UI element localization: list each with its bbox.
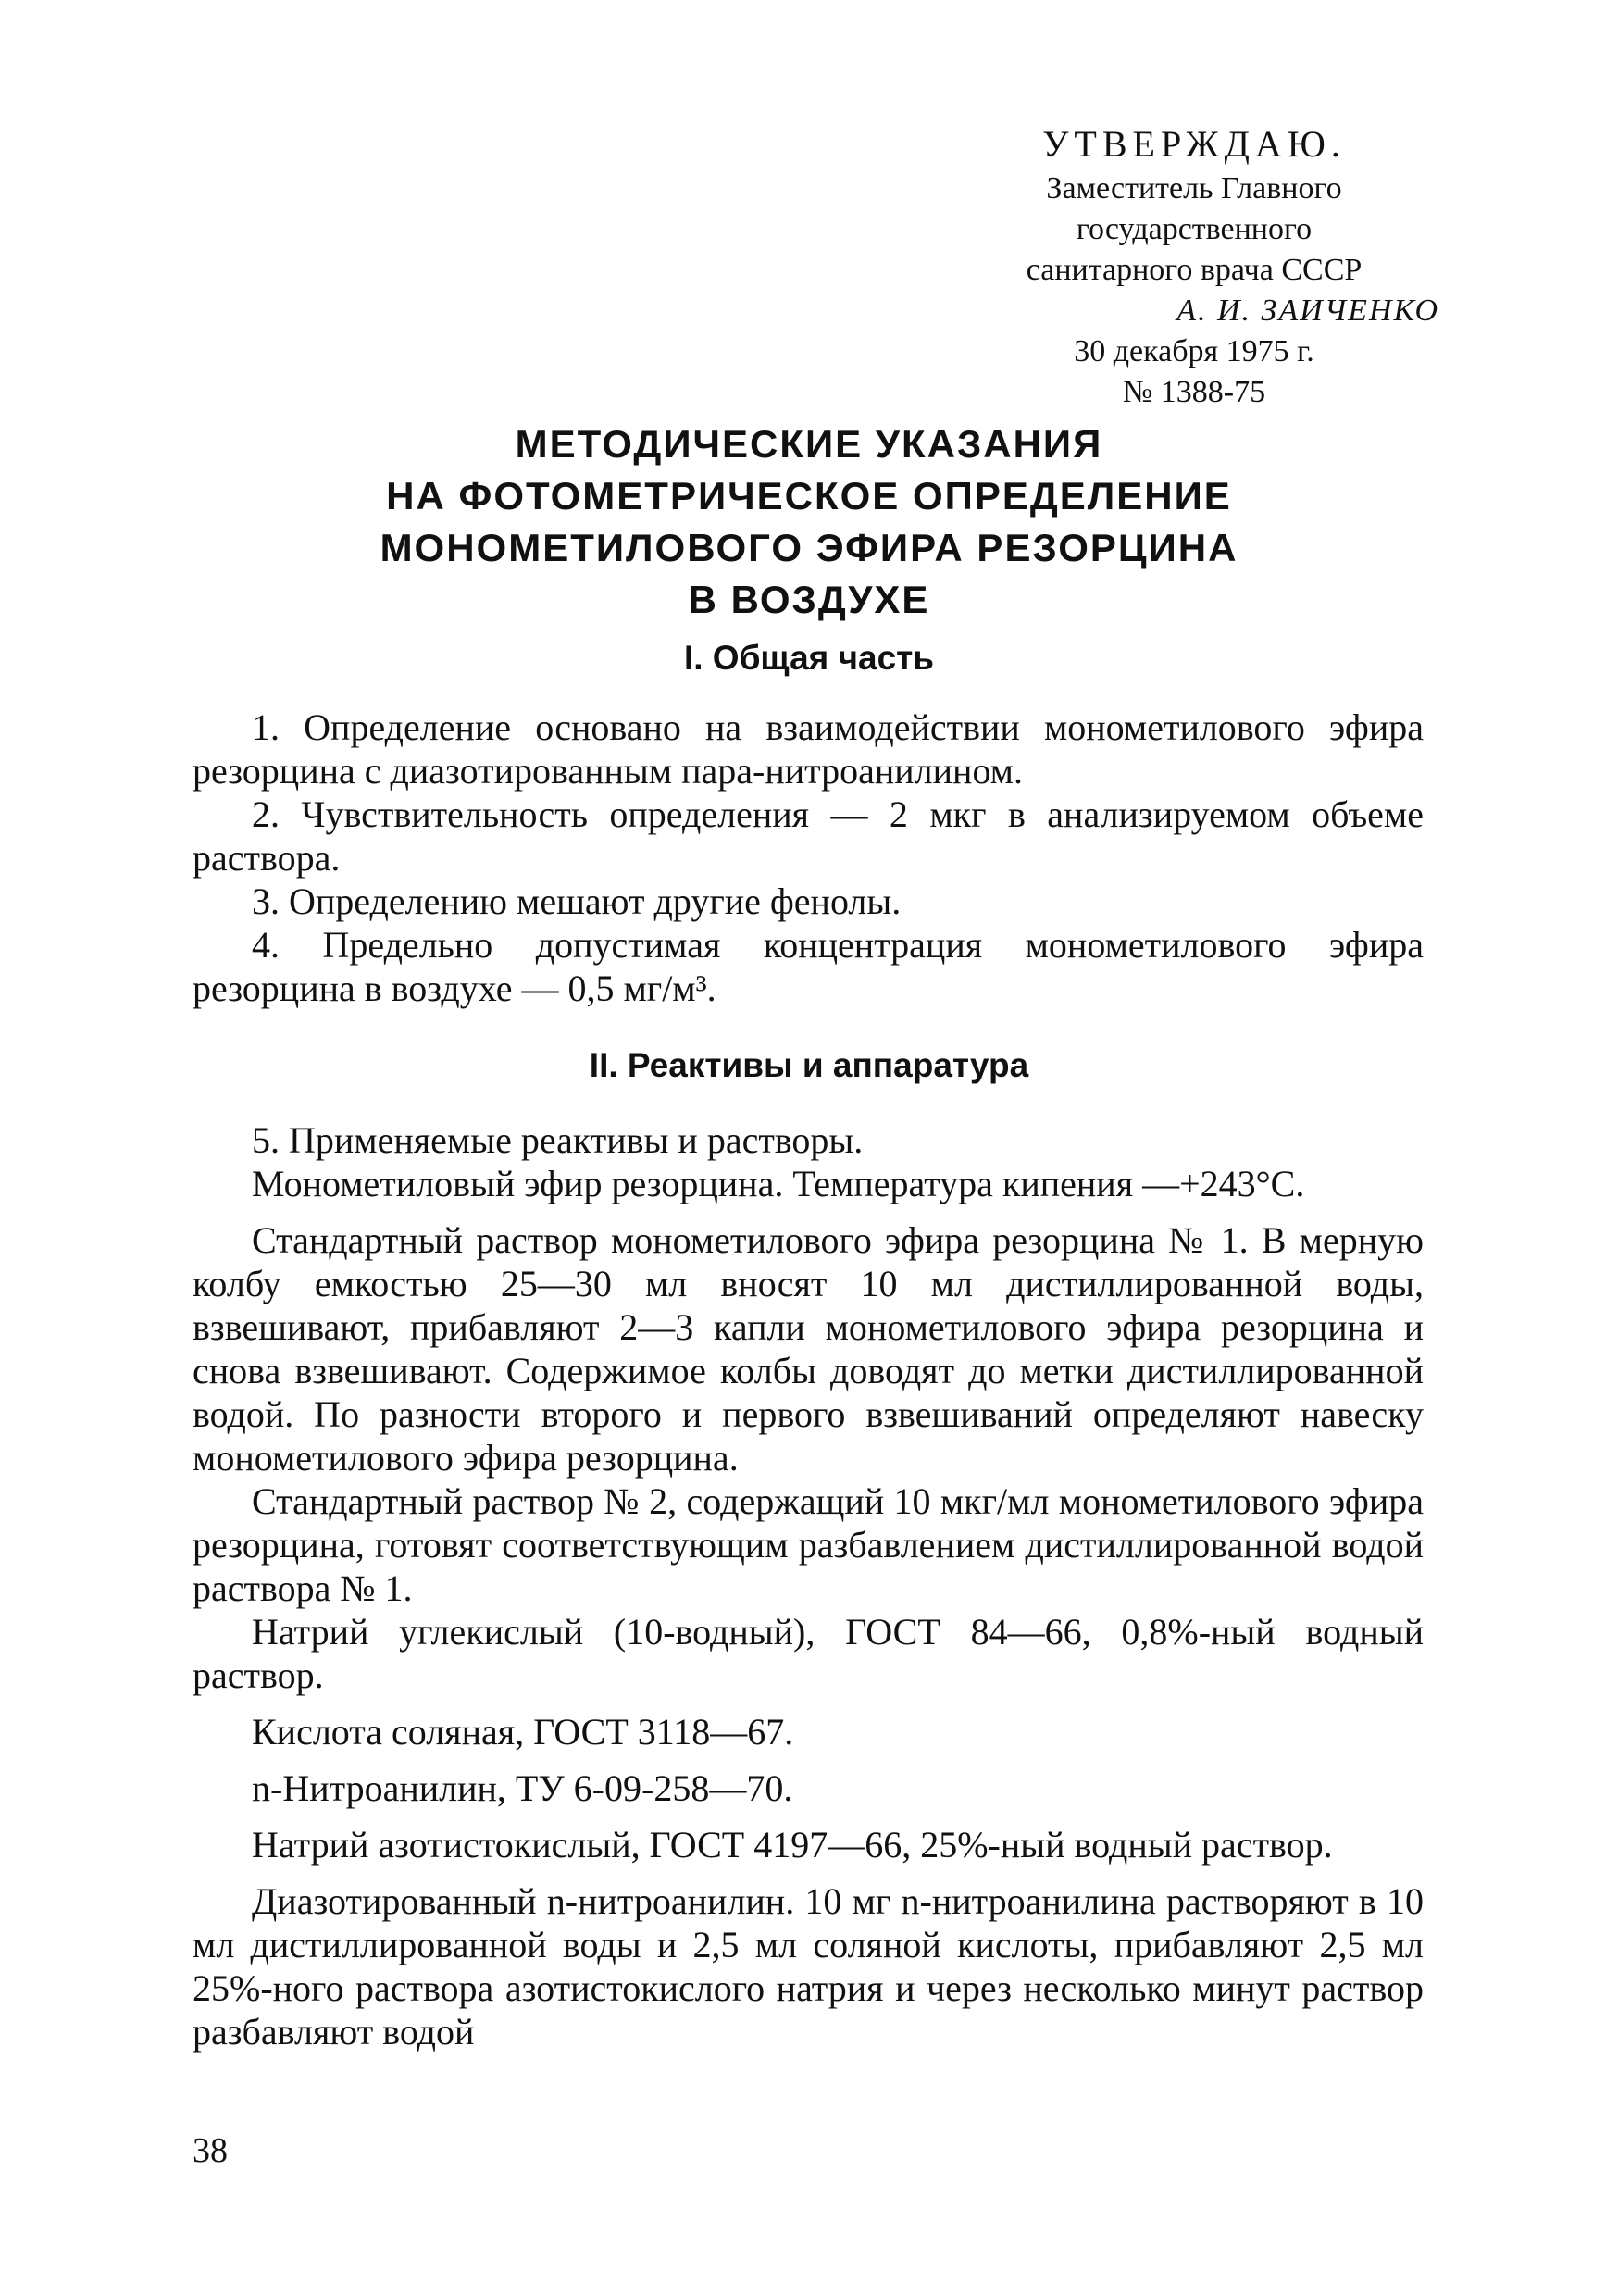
approval-line: санитарного врача СССР	[1026, 253, 1363, 287]
paragraph: Натрий азотистокислый, ГОСТ 4197—66, 25%-ный водный раствор.	[252, 1824, 1333, 1866]
section-1-body	[193, 705, 1424, 1010]
approval-number: № 1388-75	[1122, 375, 1266, 409]
paragraph: Монометиловый эфир резорцина. Температура кипения —+243°С.	[252, 1163, 1305, 1204]
paragraph: Кислота соляная, ГОСТ 3118—67.	[252, 1711, 794, 1753]
paragraph: Натрий углекислый (10-водный), ГОСТ 84—66, 0,8%-ный водный раствор.	[193, 1611, 1424, 1696]
approval-signer: А. И. ЗАИЧЕНКО	[1176, 293, 1439, 328]
approval-date: 30 декабря 1975 г.	[1074, 334, 1314, 368]
approval-heading: УТВЕРЖДАЮ.	[1042, 123, 1346, 165]
paragraph: 1. Определение основано на взаимодействии монометилового эфира резорцина с диазотированным пара-нитроанилином.	[193, 706, 1424, 792]
document-title	[0, 418, 1618, 626]
paragraph: Стандартный раствор монометилового эфира резорцина № 1. В мерную колбу емкостью 25—30 мл вносят 10 мл дистиллированной воды, взвешивают, прибавляют 2—3 капли монометилового эфира резорцина и снова взвешивают. Содержимое колбы доводят до метки дистиллированной водой. По разности второго и первого взвешиваний определяют навеску монометилового эфира резорцина.	[193, 1219, 1424, 1479]
title-line: НА ФОТОМЕТРИЧЕСКОЕ ОПРЕДЕЛЕНИЕ	[386, 474, 1232, 518]
title-line: МЕТОДИЧЕСКИЕ УКАЗАНИЯ	[515, 422, 1103, 466]
page-number: 38	[193, 2131, 228, 2170]
section-2-heading: II. Реактивы и аппаратура	[589, 1046, 1029, 1084]
paragraph: 4. Предельно допустимая концентрация монометилового эфира резорцина в воздухе — 0,5 мг/м³.	[193, 924, 1424, 1009]
approval-block	[926, 120, 1462, 413]
paragraph: Стандартный раствор № 2, содержащий 10 мкг/мл монометилового эфира резорцина, готовят соответствующим разбавлением дистиллированной водой раствора № 1.	[193, 1480, 1424, 1609]
paragraph: 3. Определению мешают другие фенолы.	[252, 880, 902, 922]
section-1-heading: I. Общая часть	[683, 639, 935, 677]
section-2-body	[193, 1118, 1424, 2053]
title-line: В ВОЗДУХЕ	[688, 578, 930, 621]
title-line: МОНОМЕТИЛОВОГО ЭФИРА РЕЗОРЦИНА	[380, 526, 1238, 569]
approval-line: государственного	[1076, 212, 1313, 246]
paragraph: n-Нитроанилин, ТУ 6-09-258—70.	[252, 1767, 793, 1809]
paragraph: 5. Применяемые реактивы и растворы.	[252, 1119, 864, 1161]
paragraph: 2. Чувствительность определения — 2 мкг в анализируемом объеме раствора.	[193, 793, 1424, 879]
approval-line: Заместитель Главного	[1046, 171, 1342, 206]
paragraph: Диазотированный n-нитроанилин. 10 мг n-нитроанилина растворяют в 10 мл дистиллированной воды и 2,5 мл соляной кислоты, прибавляют 2,5 мл 25%-ного раствора азотистокислого натрия и через несколько минут раствор разбавляют водой	[193, 1880, 1424, 2053]
